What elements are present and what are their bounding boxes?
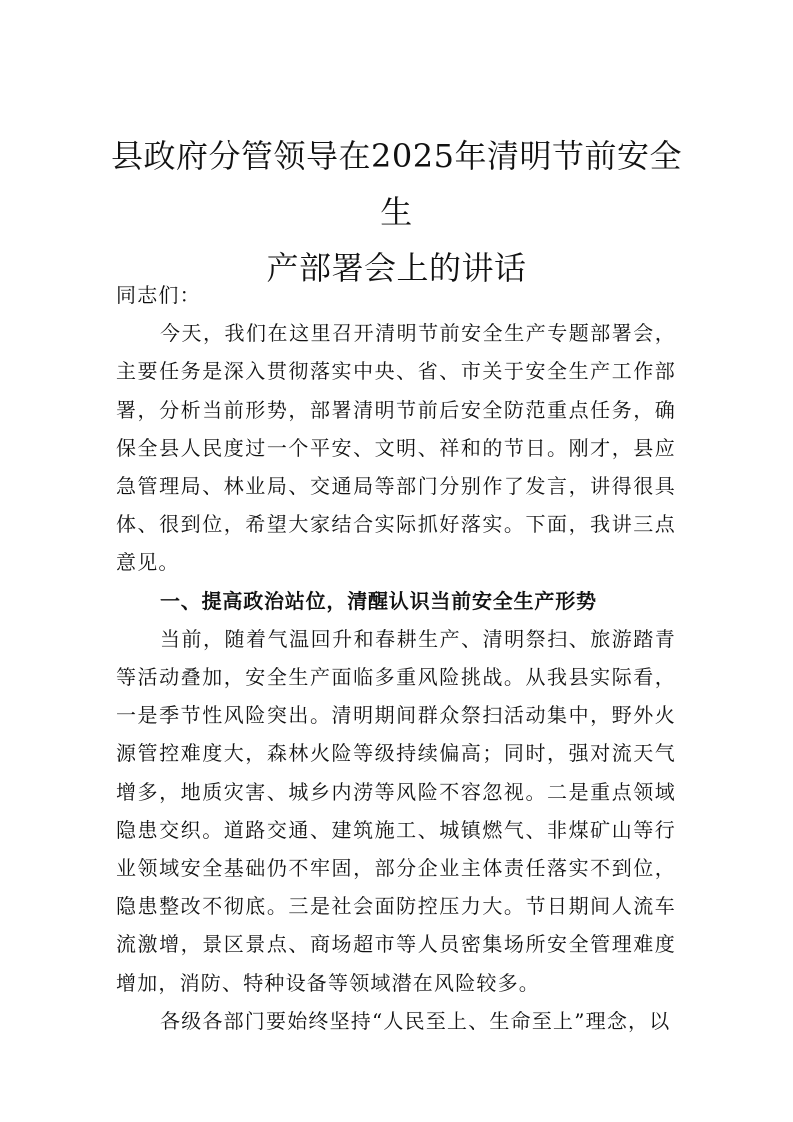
document-title [100,128,693,296]
paragraph-intro: 今天，我们在这里召开清明节前安全生产专题部署会，主要任务是深入贯彻落实中央、省、市关于安全生产工作部署，分析当前形势，部署清明节前后安全防范重点任务，确保全县人民度过一个平安、文明、祥和的节日。刚才，县应急管理局、林业局、交通局等部门分别作了发言，讲得很具体、很到位，希望大家结合实际抓好落实。下面，我讲三点意见。 [116,321,676,575]
document-body [116,276,676,1040]
section-heading-1: 一、提高政治站位，清醒认识当前安全生产形势 [160,588,597,613]
title-line-2: 产部署会上的讲话 [266,249,527,287]
title-line-1: 县政府分管领导在2025年清明节前安全生 [111,137,682,231]
paragraph-continuation: 各级各部门要始终坚持“人民至上、生命至上”理念，以 [160,1008,671,1033]
paragraph-situation: 当前，随着气温回升和春耕生产、清明祭扫、旅游踏青等活动叠加，安全生产面临多重风险挑战。从我县实际看，一是季节性风险突出。清明期间群众祭扫活动集中，野外火源管控难度大，森林火险等级持续偏高；同时，强对流天气增多，地质灾害、城乡内涝等风险不容忽视。二是重点领域隐患交织。道路交通、建筑施工、城镇燃气、非煤矿山等行业领域安全基础仍不牢固，部分企业主体责任落实不到位，隐患整改不彻底。三是社会面防控压力大。节日期间人流车流激增，景区景点、商场超市等人员密集场所安全管理难度增加，消防、特种设备等领域潜在风险较多。 [116,626,676,995]
salutation: 同志们： [116,283,201,307]
